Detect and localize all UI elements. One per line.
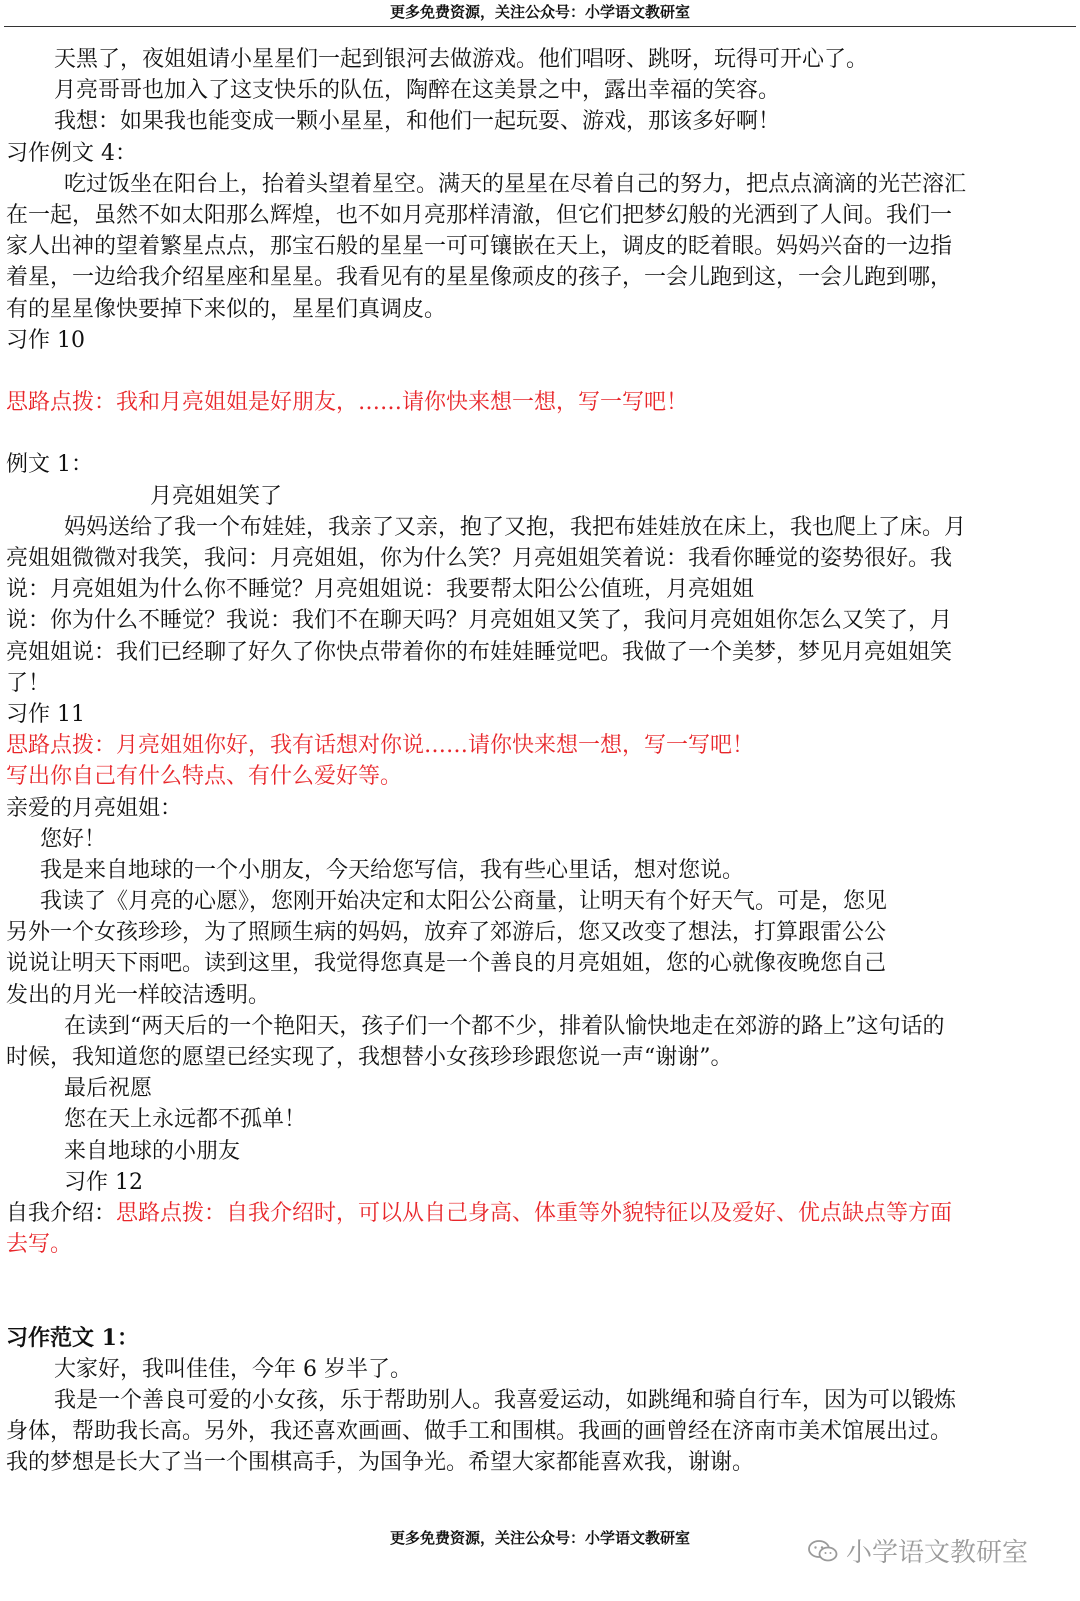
text-line xyxy=(6,948,1072,979)
line-text: 我是来自地球的一个小朋友，今天给您写信，我有些心里话，想对您说。 xyxy=(40,857,745,883)
line-text: 说说让明天下雨吧。读到这里，我觉得您真是一个善良的月亮姐姐，您的心就像夜晚您自己 xyxy=(6,951,887,977)
line-text: 习作例文 4： xyxy=(6,140,137,166)
text-line xyxy=(6,543,1072,574)
line-text: 习作 10 xyxy=(6,327,85,353)
blank-line xyxy=(6,1260,1072,1291)
blank-line xyxy=(6,418,1072,449)
text-line xyxy=(6,855,1072,886)
text-line xyxy=(6,169,1072,200)
line-text: 在一起，虽然不如太阳那么辉煌，也不如月亮那样清澈，但它们把梦幻般的光洒到了人间。我们一 xyxy=(6,202,953,228)
text-line xyxy=(6,262,1072,293)
hint-line xyxy=(6,387,1072,418)
text-line xyxy=(6,294,1072,325)
text-line xyxy=(6,1385,1072,1416)
line-text: 家人出神的望着繁星点点，那宝石般的星星一可可镶嵌在天上，调皮的眨着眼。妈妈兴奋的一边指 xyxy=(6,234,953,260)
text-line xyxy=(6,512,1072,543)
document-body xyxy=(6,44,1072,1479)
line-text: 思路点拨：我和月亮姐姐是好朋友，……请你快来想一想，写一写吧！ xyxy=(6,390,689,416)
line-text: 发出的月光一样皎洁透明。 xyxy=(6,982,271,1008)
line-text: 有的星星像快要掉下来似的，星星们真调皮。 xyxy=(6,296,447,322)
text-line xyxy=(6,1104,1072,1135)
page-footer: 更多免费资源，关注公众号：小学语文教研室 xyxy=(389,1529,690,1547)
header-divider xyxy=(4,26,1076,27)
line-text: 例文 1： xyxy=(6,452,93,478)
text-line xyxy=(6,231,1072,262)
text-line xyxy=(6,1323,1072,1354)
line-text: 吃过饭坐在阳台上，抬着头望着星空。满天的星星在尽着自己的努力，把点点滴滴的光芒溶汇 xyxy=(64,171,967,197)
line-text: 说：你为什么不睡觉？我说：我们不在聊天吗？月亮姐姐又笑了，我问月亮姐姐你怎么又笑了，月 xyxy=(6,608,953,634)
text-line xyxy=(6,325,1072,356)
text-line xyxy=(6,44,1072,75)
text-line xyxy=(6,574,1072,605)
line-text: 习作 11 xyxy=(6,701,85,727)
text-line xyxy=(6,1073,1072,1104)
line-text: 月亮姐姐笑了 xyxy=(150,483,283,509)
text-line xyxy=(6,1167,1072,1198)
line-text: 亮姐姐微微对我笑，我问：月亮姐姐，你为什么笑？月亮姐姐笑着说：我看你睡觉的姿势很好。我 xyxy=(6,546,953,571)
line-text: 亮姐姐说：我们已经聊了好久了你快点带着你的布娃娃睡觉吧。我做了一个美梦，梦见月亮姐姐笑 xyxy=(6,639,953,665)
watermark xyxy=(808,1532,1028,1569)
line-text: 写出你自己有什么特点、有什么爱好等。 xyxy=(6,764,403,790)
line-text: 天黑了，夜姐姐请小星星们一起到银河去做游戏。他们唱呀、跳呀，玩得可开心了。 xyxy=(54,47,869,72)
line-text: 我想：如果我也能变成一颗小星星，和他们一起玩耍、游戏，那该多好啊！ xyxy=(54,109,781,135)
text-line xyxy=(6,886,1072,917)
line-text: 思路点拨：月亮姐姐你好，我有话想对你说……请你快来想一想，写一写吧！ xyxy=(6,733,755,759)
text-line xyxy=(6,106,1072,137)
text-line xyxy=(6,481,1072,512)
text-line xyxy=(6,980,1072,1011)
blank-line xyxy=(6,356,1072,387)
wechat-icon xyxy=(808,1539,838,1563)
watermark-text: 小学语文教研室 xyxy=(846,1538,1029,1568)
page-header: 更多免费资源，关注公众号：小学语文教研室 xyxy=(389,3,690,21)
line-text: 亲爱的月亮姐姐： xyxy=(6,795,183,821)
line-text: 我的梦想是长大了当一个围棋高手，为国争光。希望大家都能喜欢我，谢谢。 xyxy=(6,1450,755,1476)
text-line xyxy=(6,793,1072,824)
line-text: 习作范文 1： xyxy=(6,1324,139,1351)
line-text: 时候，我知道您的愿望已经实现了，我想替小女孩珍珍跟您说一声“谢谢”。 xyxy=(6,1045,733,1070)
hint-line xyxy=(6,730,1072,761)
text-line xyxy=(6,668,1072,699)
line-text: 妈妈送给了我一个布娃娃，我亲了又亲，抱了又抱，我把布娃娃放在床上，我也爬上了床。月 xyxy=(64,514,967,540)
text-line xyxy=(6,824,1072,855)
line-text: 来自地球的小朋友 xyxy=(64,1138,241,1164)
text-line xyxy=(6,449,1072,480)
line-text: 自我介绍： xyxy=(6,1200,117,1226)
line-text: 最后祝愿 xyxy=(64,1076,153,1102)
line-text: 去写。 xyxy=(6,1232,73,1258)
text-line xyxy=(6,917,1072,948)
line-text: 身体，帮助我长高。另外，我还喜欢画画、做手工和围棋。我画的画曾经在济南市美术馆展出过。 xyxy=(6,1419,953,1445)
text-line xyxy=(6,1416,1072,1447)
text-line xyxy=(6,605,1072,636)
text-line xyxy=(6,1354,1072,1385)
text-line xyxy=(6,75,1072,106)
line-text: 您在天上永远都不孤单！ xyxy=(64,1107,307,1133)
line-text: 我是一个善良可爱的小女孩，乐于帮助别人。我喜爱运动，如跳绳和骑自行车，因为可以锻炼 xyxy=(54,1388,957,1414)
text-line xyxy=(6,1136,1072,1167)
line-text: 了！ xyxy=(6,670,51,696)
line-text: 我读了《月亮的心愿》，您刚开始决定和太阳公公商量，让明天有个好天气。可是，您见 xyxy=(40,889,888,915)
line-text: 说：月亮姐姐为什么你不睡觉？月亮姐姐说：我要帮太阳公公值班，月亮姐姐 xyxy=(6,577,755,603)
line-text: 另外一个女孩珍珍，为了照顾生病的妈妈，放弃了郊游后，您又改变了想法，打算跟雷公公 xyxy=(6,920,887,946)
text-line xyxy=(6,1042,1072,1073)
line-text: 着星，一边给我介绍星座和星星。我看见有的星星像顽皮的孩子，一会儿跑到这，一会儿跑到哪， xyxy=(6,265,953,291)
line-text: 在读到“两天后的一个艳阳天，孩子们一个都不少，排着队愉快地走在郊游的路上”这句话的 xyxy=(64,1013,945,1039)
blank-line xyxy=(6,1292,1072,1323)
text-line xyxy=(6,1198,1072,1229)
hint-text: 思路点拨：自我介绍时，可以从自己身高、体重等外貌特征以及爱好、优点缺点等方面 xyxy=(116,1200,953,1226)
hint-line xyxy=(6,1229,1072,1260)
text-line xyxy=(6,637,1072,668)
line-text: 您好！ xyxy=(40,826,107,852)
text-line xyxy=(6,699,1072,730)
line-text: 月亮哥哥也加入了这支快乐的队伍，陶醉在这美景之中，露出幸福的笑容。 xyxy=(54,78,781,104)
text-line xyxy=(6,138,1072,169)
text-line xyxy=(6,1011,1072,1042)
text-line xyxy=(6,200,1072,231)
line-text: 大家好，我叫佳佳，今年 6 岁半了。 xyxy=(54,1356,412,1382)
text-line xyxy=(6,1447,1072,1478)
line-text: 习作 12 xyxy=(64,1169,143,1195)
hint-line xyxy=(6,761,1072,792)
